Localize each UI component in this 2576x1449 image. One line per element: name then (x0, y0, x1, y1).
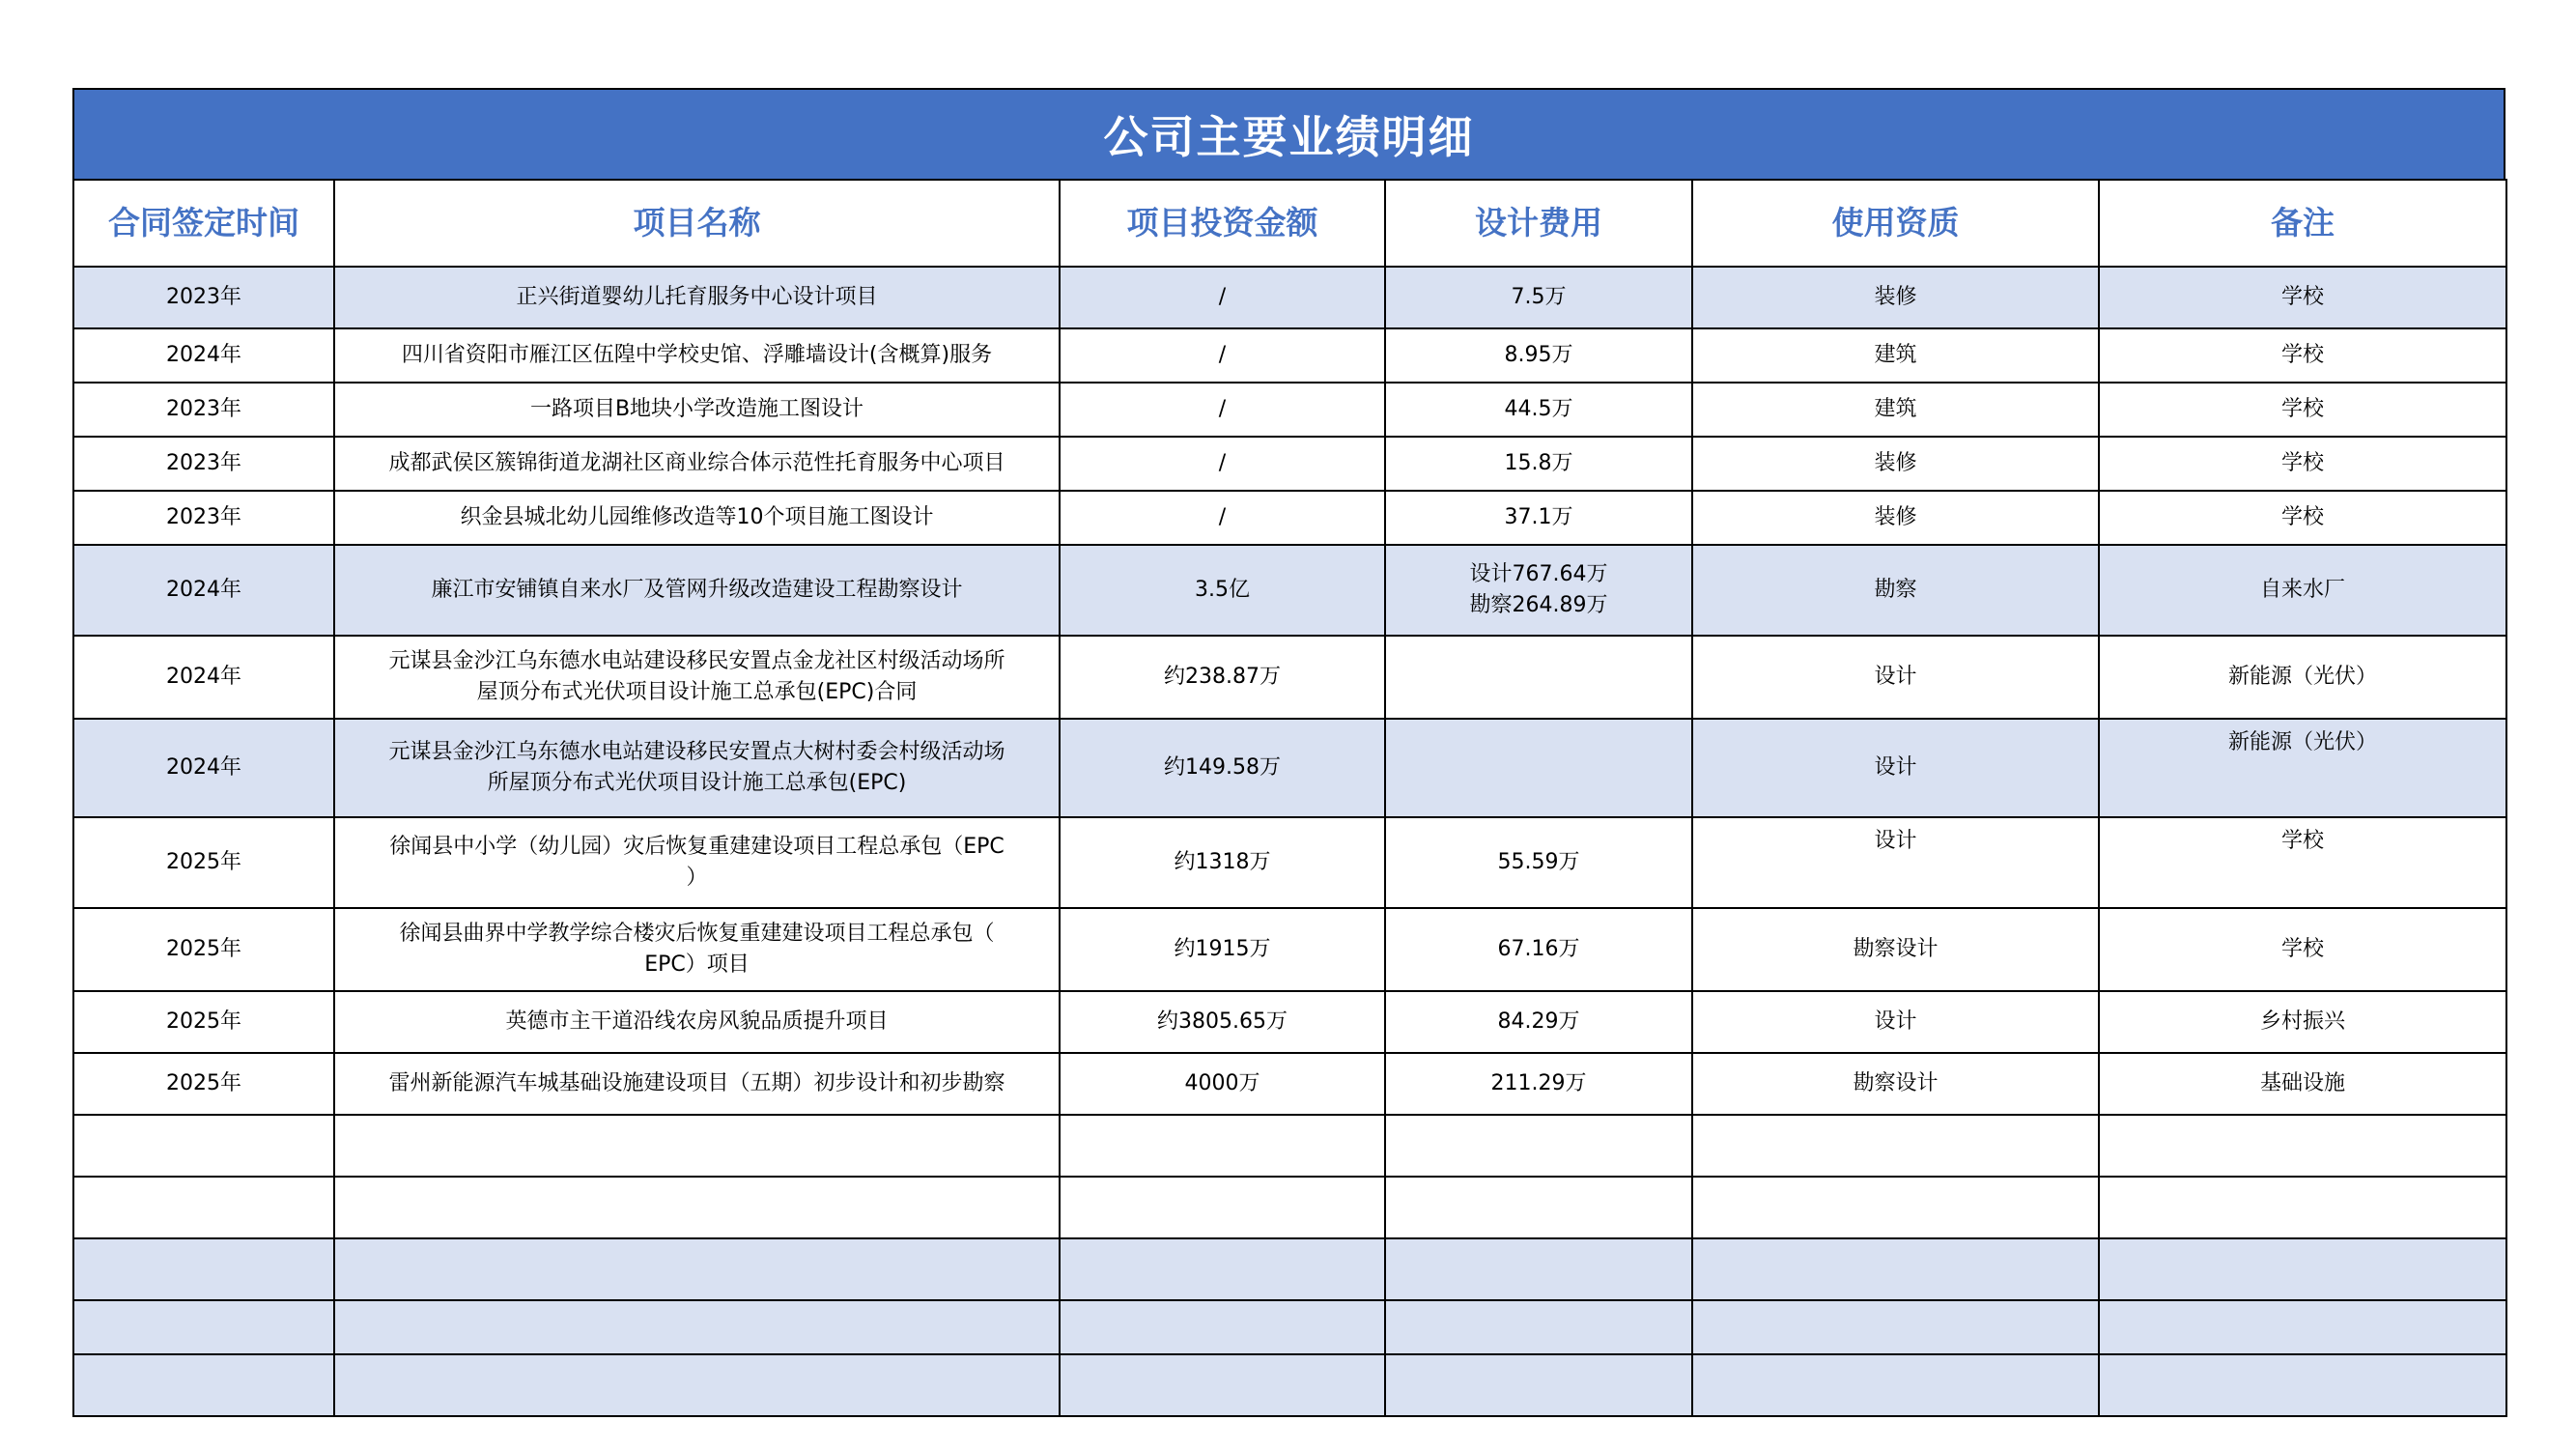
cell-date: 2024年 (73, 328, 334, 383)
cell-name-line1: 徐闻县中小学（幼儿园）灾后恢复重建建设项目工程总承包（EPC (389, 835, 1005, 859)
cell-date: 2025年 (73, 991, 334, 1053)
cell-fee (1385, 719, 1692, 817)
empty-row (73, 1238, 2506, 1300)
cell-remark: 自来水厂 (2099, 545, 2506, 636)
header-design-fee: 设计费用 (1385, 180, 1692, 267)
cell-name-line2: 所屋顶分布式光伏项目设计施工总承包(EPC) (487, 771, 907, 795)
cell-qualification: 装修 (1692, 437, 2099, 491)
cell-fee: 7.5万 (1385, 267, 1692, 328)
cell-remark: 学校 (2099, 817, 2506, 908)
cell-invest: 约238.87万 (1060, 636, 1385, 719)
cell-invest: 约1318万 (1060, 817, 1385, 908)
cell-name-line1: 元谋县金沙江乌东德水电站建设移民安置点金龙社区村级活动场所 (388, 649, 1005, 673)
cell-invest: 3.5亿 (1060, 545, 1385, 636)
cell-fee (1385, 545, 1692, 636)
cell-name-line1: 元谋县金沙江乌东德水电站建设移民安置点大树村委会村级活动场 (388, 740, 1005, 764)
cell-qualification: 设计 (1692, 636, 2099, 719)
table-row (73, 1053, 2506, 1115)
cell-fee: 8.95万 (1385, 328, 1692, 383)
table-row (73, 267, 2506, 328)
cell-qualification: 设计 (1692, 817, 2099, 908)
table-row (73, 383, 2506, 437)
cell-qualification: 装修 (1692, 267, 2099, 328)
cell-fee: 84.29万 (1385, 991, 1692, 1053)
cell-qualification: 建筑 (1692, 328, 2099, 383)
cell-name (334, 817, 1060, 908)
table-row (73, 719, 2506, 817)
cell-remark: 基础设施 (2099, 1053, 2506, 1115)
table-row (73, 437, 2506, 491)
cell-name: 织金县城北幼儿园维修改造等10个项目施工图设计 (334, 491, 1060, 545)
header-project-name: 项目名称 (334, 180, 1060, 267)
cell-invest: 约1915万 (1060, 908, 1385, 991)
cell-remark: 新能源（光伏） (2099, 719, 2506, 817)
cell-fee (1385, 636, 1692, 719)
cell-name: 一路项目B地块小学改造施工图设计 (334, 383, 1060, 437)
table-row (73, 328, 2506, 383)
cell-name: 成都武侯区簇锦街道龙湖社区商业综合体示范性托育服务中心项目 (334, 437, 1060, 491)
cell-date: 2025年 (73, 817, 334, 908)
cell-qualification: 设计 (1692, 719, 2099, 817)
cell-date: 2023年 (73, 383, 334, 437)
cell-date: 2024年 (73, 719, 334, 817)
cell-remark: 学校 (2099, 491, 2506, 545)
table-row (73, 908, 2506, 991)
empty-row (73, 1177, 2506, 1238)
cell-qualification: 建筑 (1692, 383, 2099, 437)
cell-date: 2023年 (73, 437, 334, 491)
header-row (73, 180, 2506, 267)
cell-remark: 学校 (2099, 437, 2506, 491)
cell-date: 2025年 (73, 1053, 334, 1115)
cell-name: 廉江市安铺镇自来水厂及管网升级改造建设工程勘察设计 (334, 545, 1060, 636)
table-row (73, 545, 2506, 636)
empty-row (73, 1354, 2506, 1416)
cell-name (334, 636, 1060, 719)
cell-invest: / (1060, 437, 1385, 491)
cell-qualification: 装修 (1692, 491, 2099, 545)
cell-qualification: 设计 (1692, 991, 2099, 1053)
cell-invest: / (1060, 267, 1385, 328)
cell-name: 雷州新能源汽车城基础设施建设项目（五期）初步设计和初步勘察 (334, 1053, 1060, 1115)
cell-date: 2025年 (73, 908, 334, 991)
cell-date: 2024年 (73, 545, 334, 636)
cell-qualification: 勘察 (1692, 545, 2099, 636)
cell-name-line1: 徐闻县曲界中学教学综合楼灾后恢复重建建设项目工程总承包（ (399, 922, 995, 946)
cell-qualification: 勘察设计 (1692, 908, 2099, 991)
cell-fee-survey: 勘察264.89万 (1469, 593, 1608, 617)
cell-qualification: 勘察设计 (1692, 1053, 2099, 1115)
cell-fee: 37.1万 (1385, 491, 1692, 545)
cell-remark: 乡村振兴 (2099, 991, 2506, 1053)
cell-name-line2: EPC）项目 (644, 952, 750, 977)
cell-fee-design: 设计767.64万 (1469, 562, 1608, 586)
table-row (73, 491, 2506, 545)
cell-invest: / (1060, 491, 1385, 545)
cell-remark: 新能源（光伏） (2099, 636, 2506, 719)
cell-fee: 55.59万 (1385, 817, 1692, 908)
cell-date: 2023年 (73, 267, 334, 328)
cell-fee: 211.29万 (1385, 1053, 1692, 1115)
cell-name: 英德市主干道沿线农房风貌品质提升项目 (334, 991, 1060, 1053)
cell-name: 正兴街道婴幼儿托育服务中心设计项目 (334, 267, 1060, 328)
cell-name: 四川省资阳市雁江区伍隍中学校史馆、浮雕墙设计(含概算)服务 (334, 328, 1060, 383)
cell-fee: 44.5万 (1385, 383, 1692, 437)
cell-name (334, 908, 1060, 991)
cell-invest: / (1060, 383, 1385, 437)
cell-fee: 67.16万 (1385, 908, 1692, 991)
cell-remark: 学校 (2099, 328, 2506, 383)
table-row (73, 817, 2506, 908)
empty-row (73, 1300, 2506, 1354)
header-investment: 项目投资金额 (1060, 180, 1385, 267)
sheet-title: 公司主要业绩明细 (72, 88, 2505, 179)
cell-name-line2: 屋顶分布式光伏项目设计施工总承包(EPC)合同 (476, 680, 918, 704)
cell-fee: 15.8万 (1385, 437, 1692, 491)
cell-invest: 约149.58万 (1060, 719, 1385, 817)
cell-name (334, 719, 1060, 817)
header-contract-date: 合同签定时间 (73, 180, 334, 267)
table-row (73, 991, 2506, 1053)
cell-remark: 学校 (2099, 267, 2506, 328)
cell-invest: 约3805.65万 (1060, 991, 1385, 1053)
cell-invest: / (1060, 328, 1385, 383)
cell-name-line2: ） (686, 866, 708, 890)
header-remark: 备注 (2099, 180, 2506, 267)
performance-sheet (72, 88, 2505, 1417)
header-qualification: 使用资质 (1692, 180, 2099, 267)
performance-table (72, 179, 2507, 1417)
table-row (73, 636, 2506, 719)
cell-date: 2023年 (73, 491, 334, 545)
cell-invest: 4000万 (1060, 1053, 1385, 1115)
empty-row (73, 1115, 2506, 1177)
cell-remark: 学校 (2099, 383, 2506, 437)
cell-remark: 学校 (2099, 908, 2506, 991)
cell-date: 2024年 (73, 636, 334, 719)
